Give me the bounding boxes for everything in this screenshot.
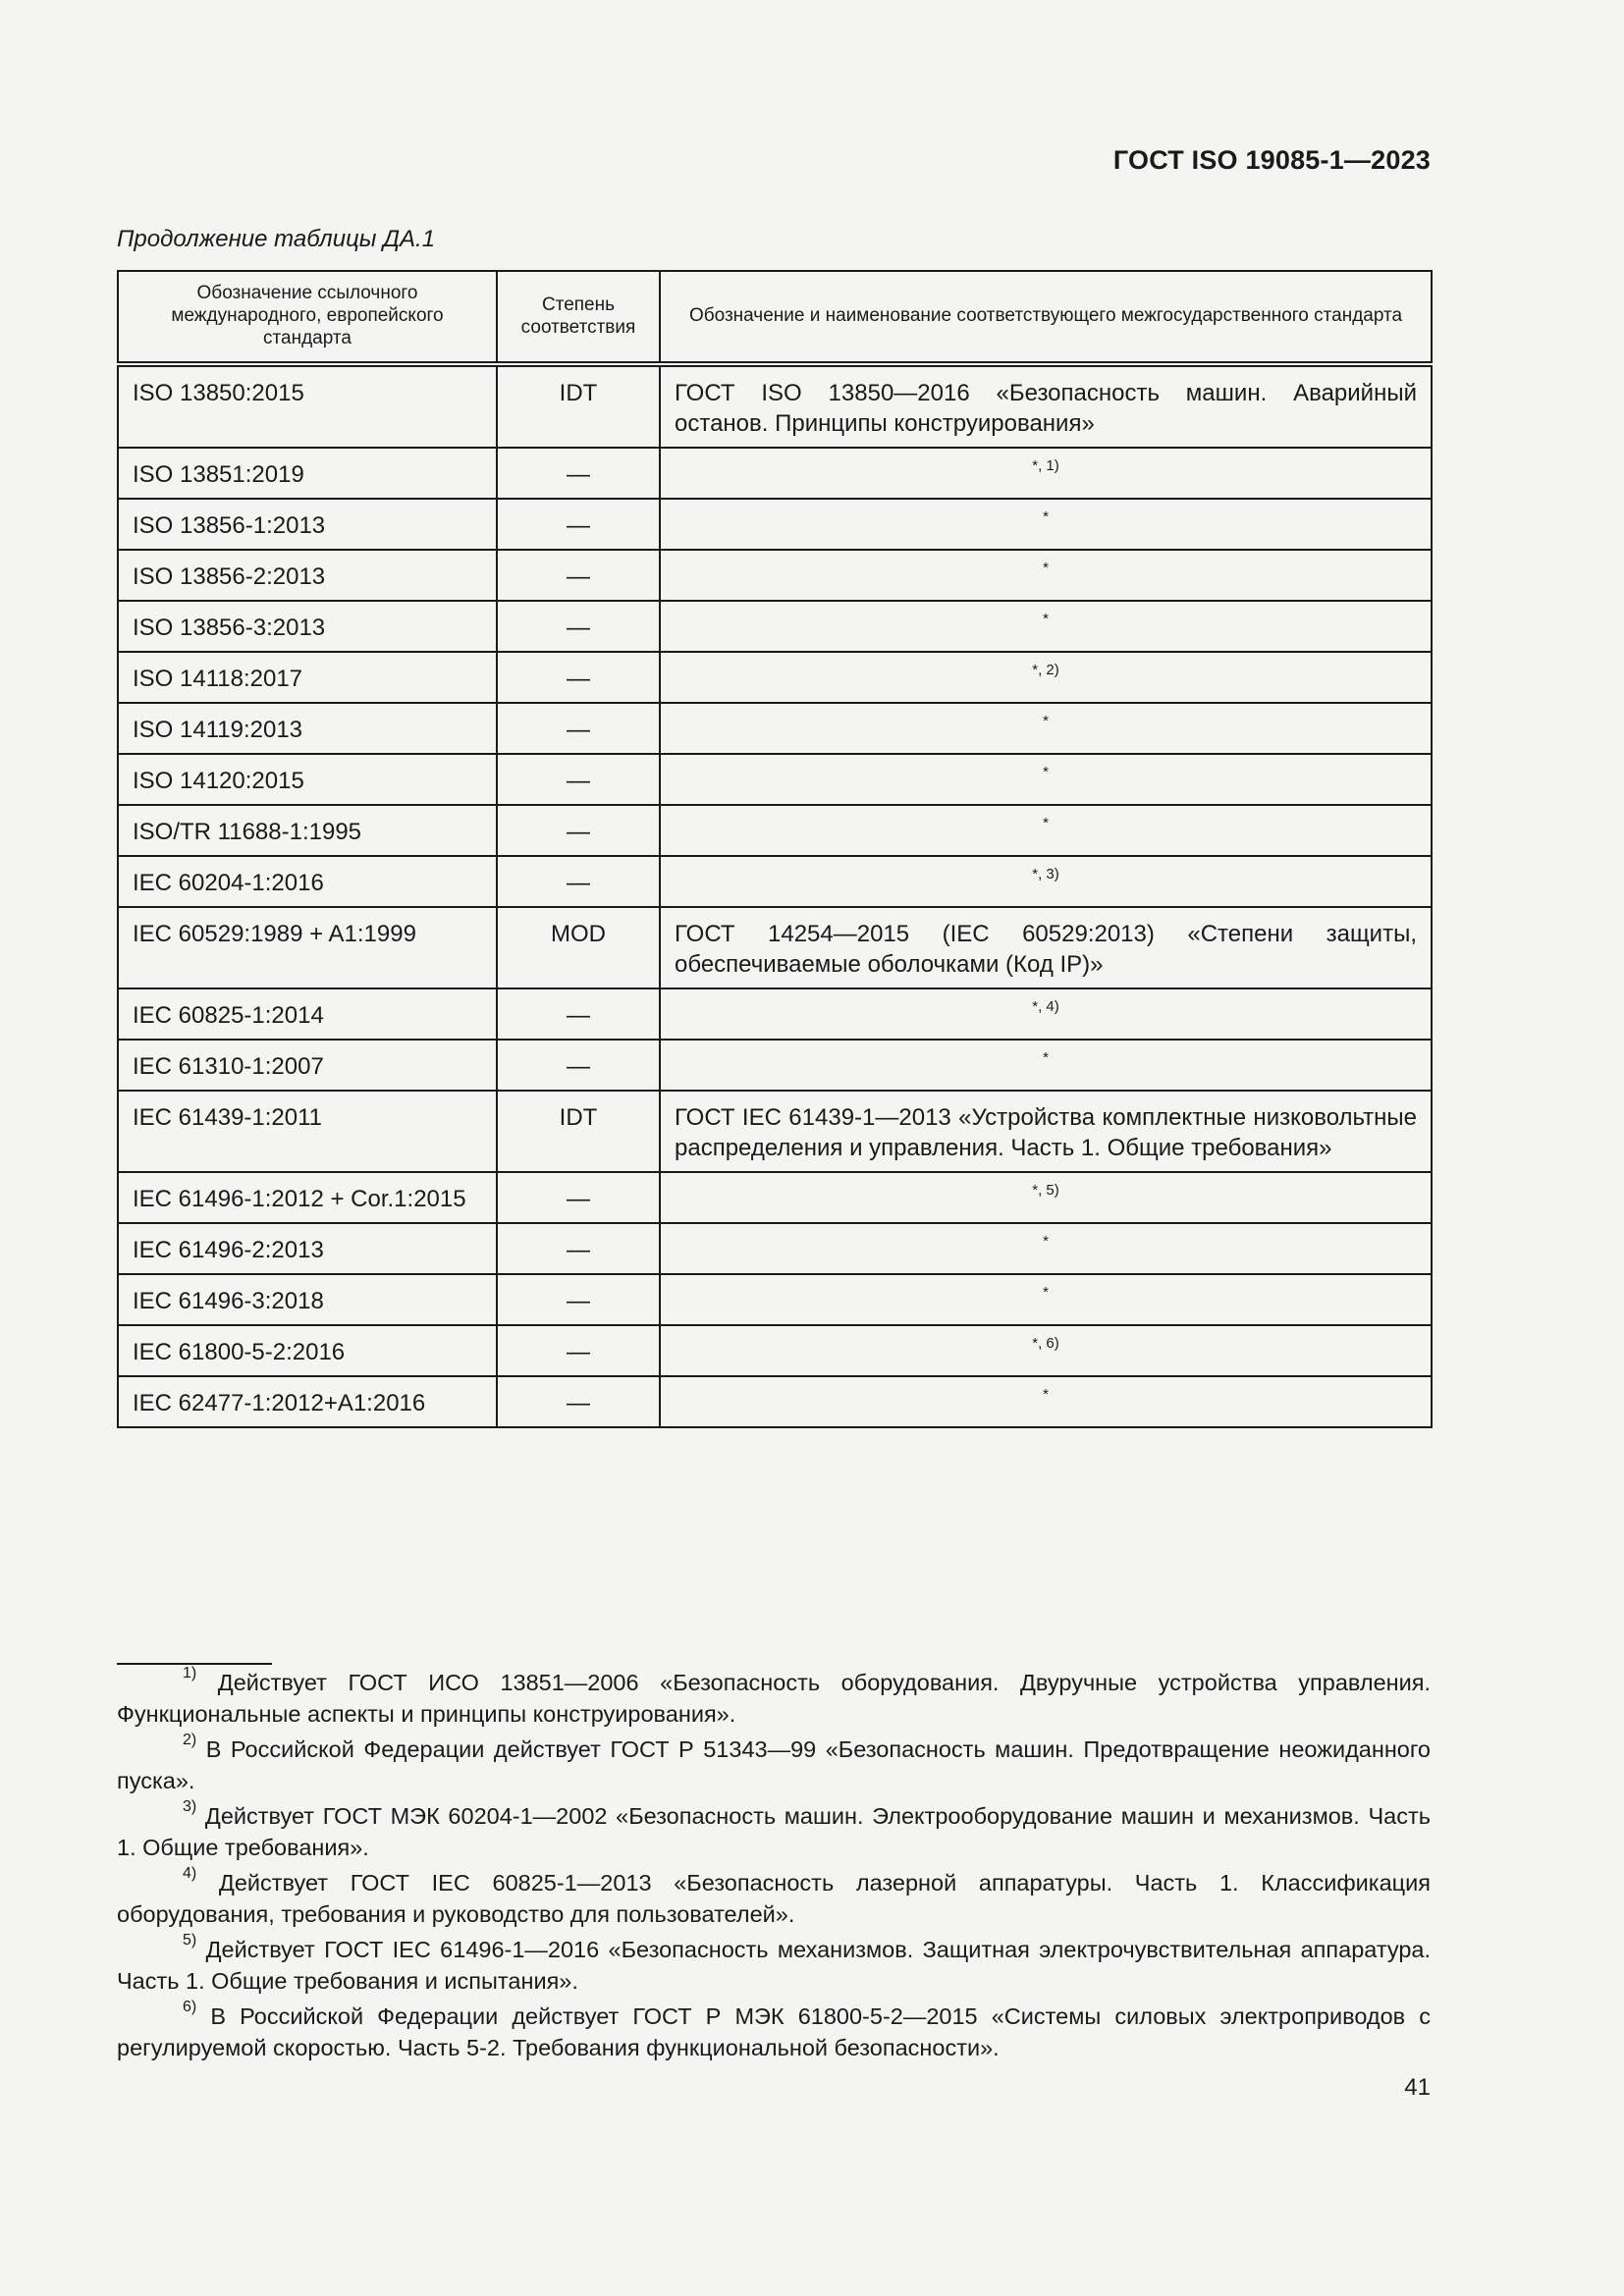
footnote-text: Действует ГОСТ IEC 60825-1—2013 «Безопасность лазерной аппаратуры. Часть 1. Классификация оборудования, требования и руководство для пользователей». <box>117 1870 1431 1927</box>
asterisk-mark: * <box>1032 866 1039 882</box>
footnote <box>117 1667 1431 1730</box>
footnote <box>117 1867 1431 1930</box>
table-row <box>118 907 1432 988</box>
footnote-ref: , 2) <box>1038 662 1059 678</box>
cell-description <box>660 550 1432 601</box>
table-row <box>118 1091 1432 1172</box>
cell-description <box>660 1325 1432 1376</box>
footnote-text: В Российской Федерации действует ГОСТ Р МЭК 61800-5-2—2015 «Системы силовых электроприводов с регулируемой скоростью. Часть 5-2. Требования функциональной безопасности». <box>117 2003 1432 2060</box>
cell-description <box>660 652 1432 703</box>
cell-reference: ISO 13856-1:2013 <box>118 499 497 550</box>
cell-reference: IEC 61310-1:2007 <box>118 1040 497 1091</box>
cell-description: ГОСТ IEC 61439-1—2013 «Устройства комплектные низковольтные распределения и управления. Часть 1. Общие требования» <box>660 1091 1432 1172</box>
footnote-mark: 6) <box>183 1999 197 2016</box>
asterisk-mark: * <box>1043 560 1049 576</box>
cell-reference: IEC 61496-2:2013 <box>118 1223 497 1274</box>
cell-description <box>660 856 1432 907</box>
header-degree: Степень соответствия <box>497 271 660 364</box>
cell-degree: — <box>497 550 660 601</box>
cell-degree: IDT <box>497 1091 660 1172</box>
cell-reference: IEC 62477-1:2012+A1:2016 <box>118 1376 497 1427</box>
asterisk-mark: * <box>1043 1386 1049 1403</box>
footnote-mark: 1) <box>183 1665 197 1682</box>
cell-reference: ISO 13856-3:2013 <box>118 601 497 652</box>
table-row <box>118 601 1432 652</box>
table-row <box>118 1274 1432 1325</box>
asterisk-mark: * <box>1043 1049 1049 1066</box>
cell-description <box>660 499 1432 550</box>
cell-reference: IEC 60204-1:2016 <box>118 856 497 907</box>
cell-degree: — <box>497 1376 660 1427</box>
table-row <box>118 499 1432 550</box>
footnote <box>117 2001 1431 2063</box>
footnote-text: Действует ГОСТ МЭК 60204-1—2002 «Безопасность машин. Электрооборудование машин и механизмов. Часть 1. Общие требования». <box>117 1803 1431 1860</box>
footnote-mark: 2) <box>183 1732 197 1749</box>
cell-degree: — <box>497 1325 660 1376</box>
cell-degree: — <box>497 1274 660 1325</box>
cell-degree: — <box>497 499 660 550</box>
table-caption: Продолжение таблицы ДА.1 <box>117 226 436 252</box>
table-header-row <box>118 271 1432 364</box>
cell-degree: — <box>497 1040 660 1091</box>
footnote-ref: , 5) <box>1038 1182 1059 1199</box>
asterisk-mark: * <box>1032 998 1039 1015</box>
footnote-mark: 5) <box>183 1932 197 1949</box>
table-row <box>118 1172 1432 1223</box>
asterisk-mark: * <box>1032 457 1039 474</box>
cell-reference: ISO 14118:2017 <box>118 652 497 703</box>
footnote-ref: , 6) <box>1038 1335 1059 1352</box>
cell-description: ГОСТ ISO 13850—2016 «Безопасность машин. Аварийный останов. Принципы конструирования» <box>660 364 1432 448</box>
asterisk-mark: * <box>1043 815 1049 831</box>
cell-degree: — <box>497 988 660 1040</box>
cell-description <box>660 805 1432 856</box>
cell-reference: ISO/TR 11688-1:1995 <box>118 805 497 856</box>
table-row <box>118 988 1432 1040</box>
asterisk-mark: * <box>1032 1182 1039 1199</box>
cell-description <box>660 1223 1432 1274</box>
cell-description <box>660 988 1432 1040</box>
footnote <box>117 1800 1431 1863</box>
cell-degree: IDT <box>497 364 660 448</box>
table-row <box>118 1040 1432 1091</box>
cell-degree: — <box>497 1172 660 1223</box>
header-reference-standard: Обозначение ссылочного международного, европейского стандарта <box>118 271 497 364</box>
table-row <box>118 856 1432 907</box>
cell-reference: ISO 13850:2015 <box>118 364 497 448</box>
asterisk-mark: * <box>1043 611 1049 627</box>
footnote <box>117 1734 1431 1796</box>
header-interstate-standard: Обозначение и наименование соответствующего межгосударственного стандарта <box>660 271 1432 364</box>
cell-reference: ISO 13851:2019 <box>118 448 497 499</box>
footnote-ref: , 1) <box>1038 457 1059 474</box>
footnote-ref: , 3) <box>1038 866 1059 882</box>
asterisk-mark: * <box>1043 508 1049 525</box>
cell-description <box>660 1172 1432 1223</box>
asterisk-mark: * <box>1043 764 1049 780</box>
cell-degree: — <box>497 448 660 499</box>
cell-degree: — <box>497 856 660 907</box>
cell-degree: — <box>497 805 660 856</box>
cell-description <box>660 703 1432 754</box>
document-header: ГОСТ ISO 19085-1—2023 <box>1112 145 1431 175</box>
reference-table <box>117 270 1433 1428</box>
footnotes <box>117 1667 1431 2067</box>
page-number: 41 <box>1404 2074 1431 2101</box>
table-row <box>118 652 1432 703</box>
cell-description <box>660 754 1432 805</box>
footnote-text: Действует ГОСТ IEC 61496-1—2016 «Безопасность механизмов. Защитная электрочувствительная аппаратура. Часть 1. Общие требования и испытания». <box>117 1937 1431 1994</box>
cell-description <box>660 601 1432 652</box>
asterisk-mark: * <box>1043 713 1049 729</box>
cell-reference: ISO 13856-2:2013 <box>118 550 497 601</box>
table-row <box>118 1376 1432 1427</box>
table-row <box>118 754 1432 805</box>
cell-reference: IEC 61496-1:2012 + Cor.1:2015 <box>118 1172 497 1223</box>
asterisk-mark: * <box>1032 1335 1039 1352</box>
table-row <box>118 364 1432 448</box>
cell-description <box>660 448 1432 499</box>
cell-degree: — <box>497 652 660 703</box>
cell-reference: IEC 61439-1:2011 <box>118 1091 497 1172</box>
asterisk-mark: * <box>1032 662 1039 678</box>
cell-degree: — <box>497 703 660 754</box>
asterisk-mark: * <box>1043 1233 1049 1250</box>
table-row <box>118 550 1432 601</box>
cell-reference: IEC 60529:1989 + A1:1999 <box>118 907 497 988</box>
cell-reference: ISO 14119:2013 <box>118 703 497 754</box>
table-row <box>118 1223 1432 1274</box>
cell-description <box>660 1040 1432 1091</box>
footnote-text: В Российской Федерации действует ГОСТ Р 51343—99 «Безопасность машин. Предотвращение неожиданного пуска». <box>117 1736 1432 1793</box>
cell-degree: — <box>497 1223 660 1274</box>
cell-reference: ISO 14120:2015 <box>118 754 497 805</box>
asterisk-mark: * <box>1043 1284 1049 1301</box>
cell-reference: IEC 61800-5-2:2016 <box>118 1325 497 1376</box>
table-row <box>118 448 1432 499</box>
cell-description: ГОСТ 14254—2015 (IEC 60529:2013) «Степени защиты, обеспечиваемые оболочками (Код IP)» <box>660 907 1432 988</box>
cell-degree: — <box>497 601 660 652</box>
table-row <box>118 805 1432 856</box>
table-row <box>118 1325 1432 1376</box>
table-row <box>118 703 1432 754</box>
footnote <box>117 1934 1431 1997</box>
cell-degree: — <box>497 754 660 805</box>
cell-reference: IEC 61496-3:2018 <box>118 1274 497 1325</box>
cell-description <box>660 1376 1432 1427</box>
footnote-mark: 4) <box>183 1865 197 1883</box>
footnote-text: Действует ГОСТ ИСО 13851—2006 «Безопасность оборудования. Двуручные устройства управления. Функциональные аспекты и принципы конструирования». <box>117 1670 1432 1727</box>
cell-reference: IEC 60825-1:2014 <box>118 988 497 1040</box>
footnote-mark: 3) <box>183 1798 197 1816</box>
cell-description <box>660 1274 1432 1325</box>
cell-degree: MOD <box>497 907 660 988</box>
footnote-ref: , 4) <box>1038 998 1059 1015</box>
